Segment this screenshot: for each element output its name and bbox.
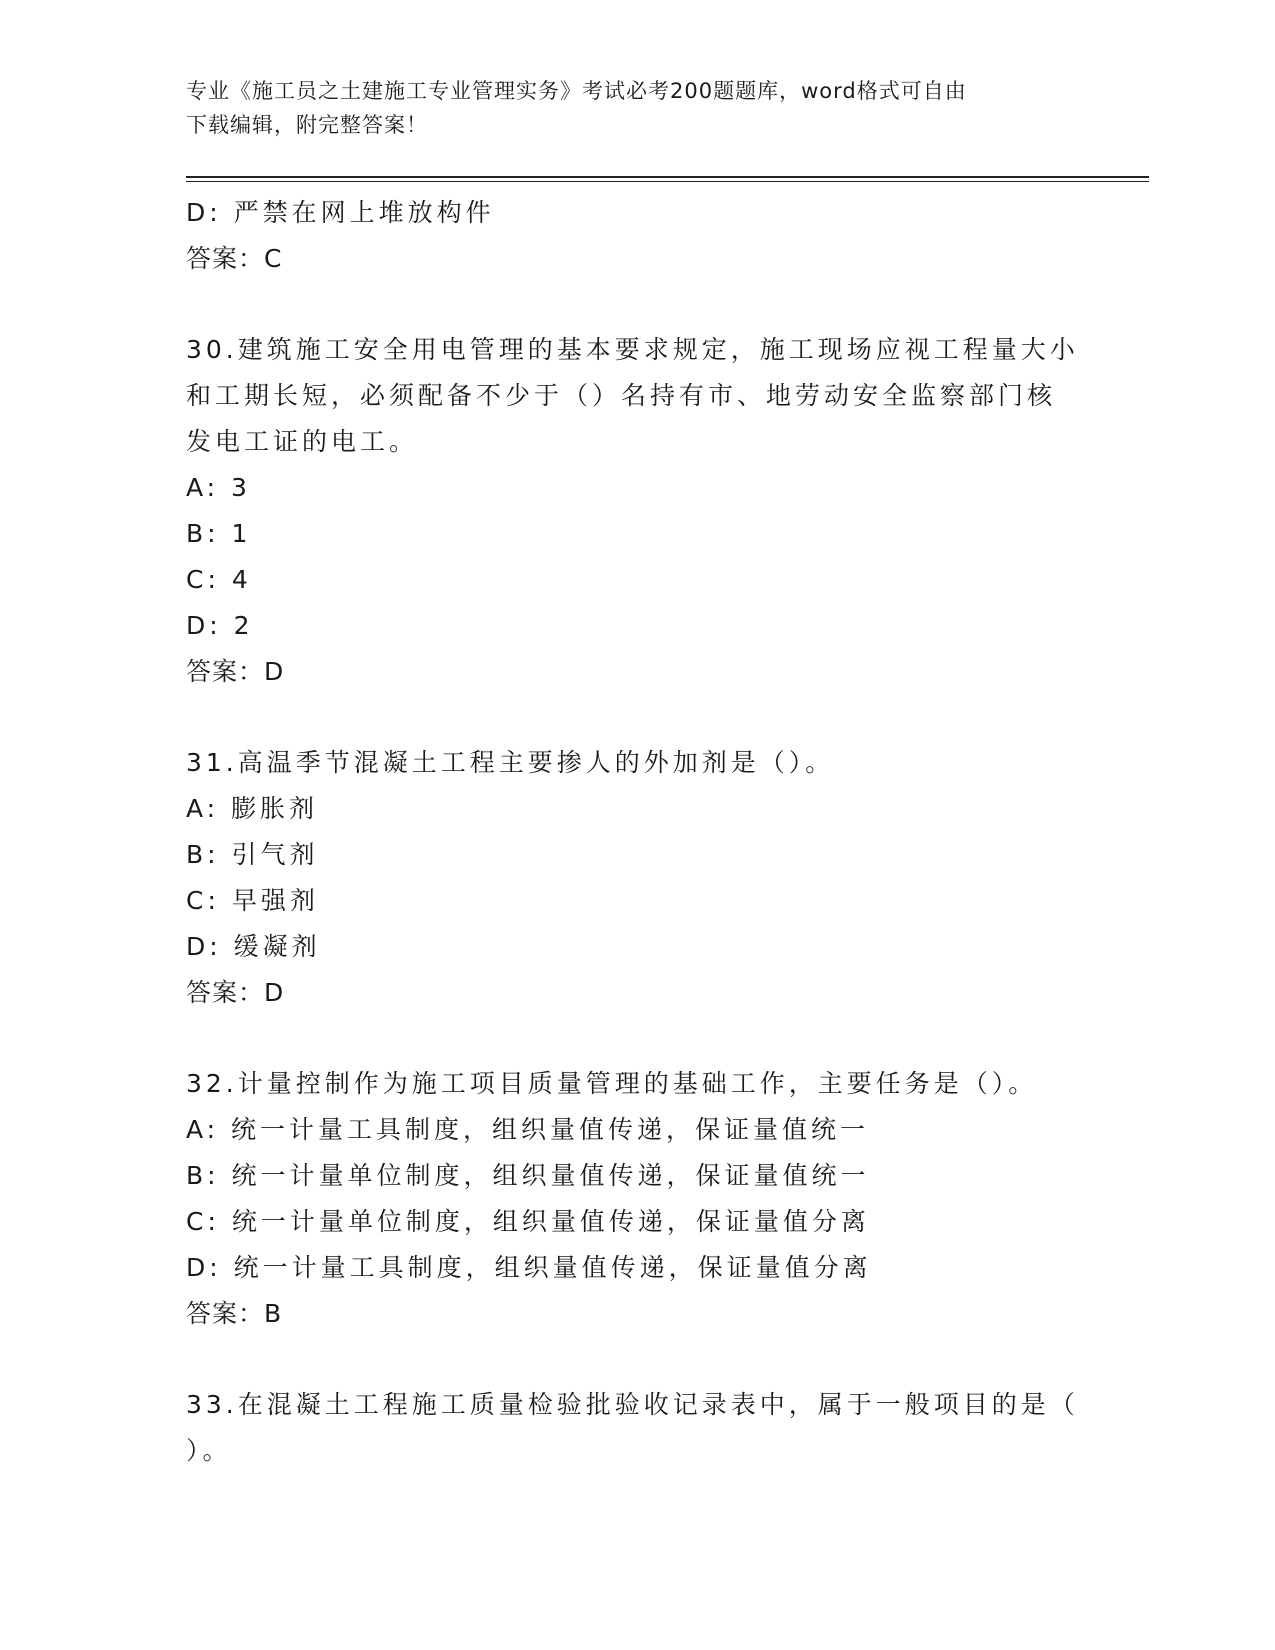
question-31 — [186, 740, 1086, 1016]
question-32 — [186, 1061, 1086, 1337]
answer: 答案：D — [186, 657, 285, 686]
question-stem-line: 32.计量控制作为施工项目质量管理的基础工作，主要任务是（）。 — [186, 1069, 1038, 1098]
option-c: C: 统一计量单位制度，组织量值传递，保证量值分离 — [186, 1207, 870, 1236]
option-b: B: 引气剂 — [186, 840, 319, 869]
question-stem-line: 31.高温季节混凝土工程主要掺人的外加剂是（）。 — [186, 748, 835, 777]
header-line-1: 专业《施工员之土建施工专业管理实务》考试必考200题题库，word格式可自由 — [186, 79, 967, 103]
option-d: D: 2 — [186, 611, 254, 640]
spacer — [186, 695, 1086, 740]
prev-answer: 答案：C — [186, 244, 283, 273]
spacer — [186, 1337, 1086, 1382]
question-content — [186, 190, 1086, 1474]
question-stem-line: ）。 — [186, 1436, 232, 1465]
question-stem-line: 发电工证的电工。 — [186, 427, 419, 456]
question-30 — [186, 327, 1086, 695]
question-33 — [186, 1382, 1086, 1474]
option-b: B: 1 — [186, 519, 252, 548]
spacer — [186, 282, 1086, 327]
option-d: D: 缓凝剂 — [186, 932, 321, 961]
option-a: A: 3 — [186, 473, 251, 502]
question-stem-line: 和工期长短，必须配备不少于（）名持有市、地劳动安全监察部门核 — [186, 381, 1057, 410]
option-d: D: 统一计量工具制度，组织量值传递，保证量值分离 — [186, 1253, 872, 1282]
prev-option-d: D: 严禁在网上堆放构件 — [186, 198, 495, 227]
question-stem-line: 33.在混凝土工程施工质量检验批验收记录表中，属于一般项目的是（ — [186, 1390, 1079, 1419]
option-a: A: 膨胀剂 — [186, 794, 319, 823]
header-divider-thick — [186, 176, 1149, 178]
option-a: A: 统一计量工具制度，组织量值传递，保证量值统一 — [186, 1115, 870, 1144]
option-c: C: 早强剂 — [186, 886, 319, 915]
header-line-2: 下载编辑，附完整答案！ — [186, 113, 428, 137]
document-header — [186, 74, 1086, 142]
spacer — [186, 1016, 1086, 1061]
option-b: B: 统一计量单位制度，组织量值传递，保证量值统一 — [186, 1161, 870, 1190]
question-stem-line: 30.建筑施工安全用电管理的基本要求规定，施工现场应视工程量大小 — [186, 335, 1079, 364]
option-c: C: 4 — [186, 565, 252, 594]
answer: 答案：B — [186, 1299, 283, 1328]
header-divider-thin — [186, 181, 1149, 182]
answer: 答案：D — [186, 978, 285, 1007]
